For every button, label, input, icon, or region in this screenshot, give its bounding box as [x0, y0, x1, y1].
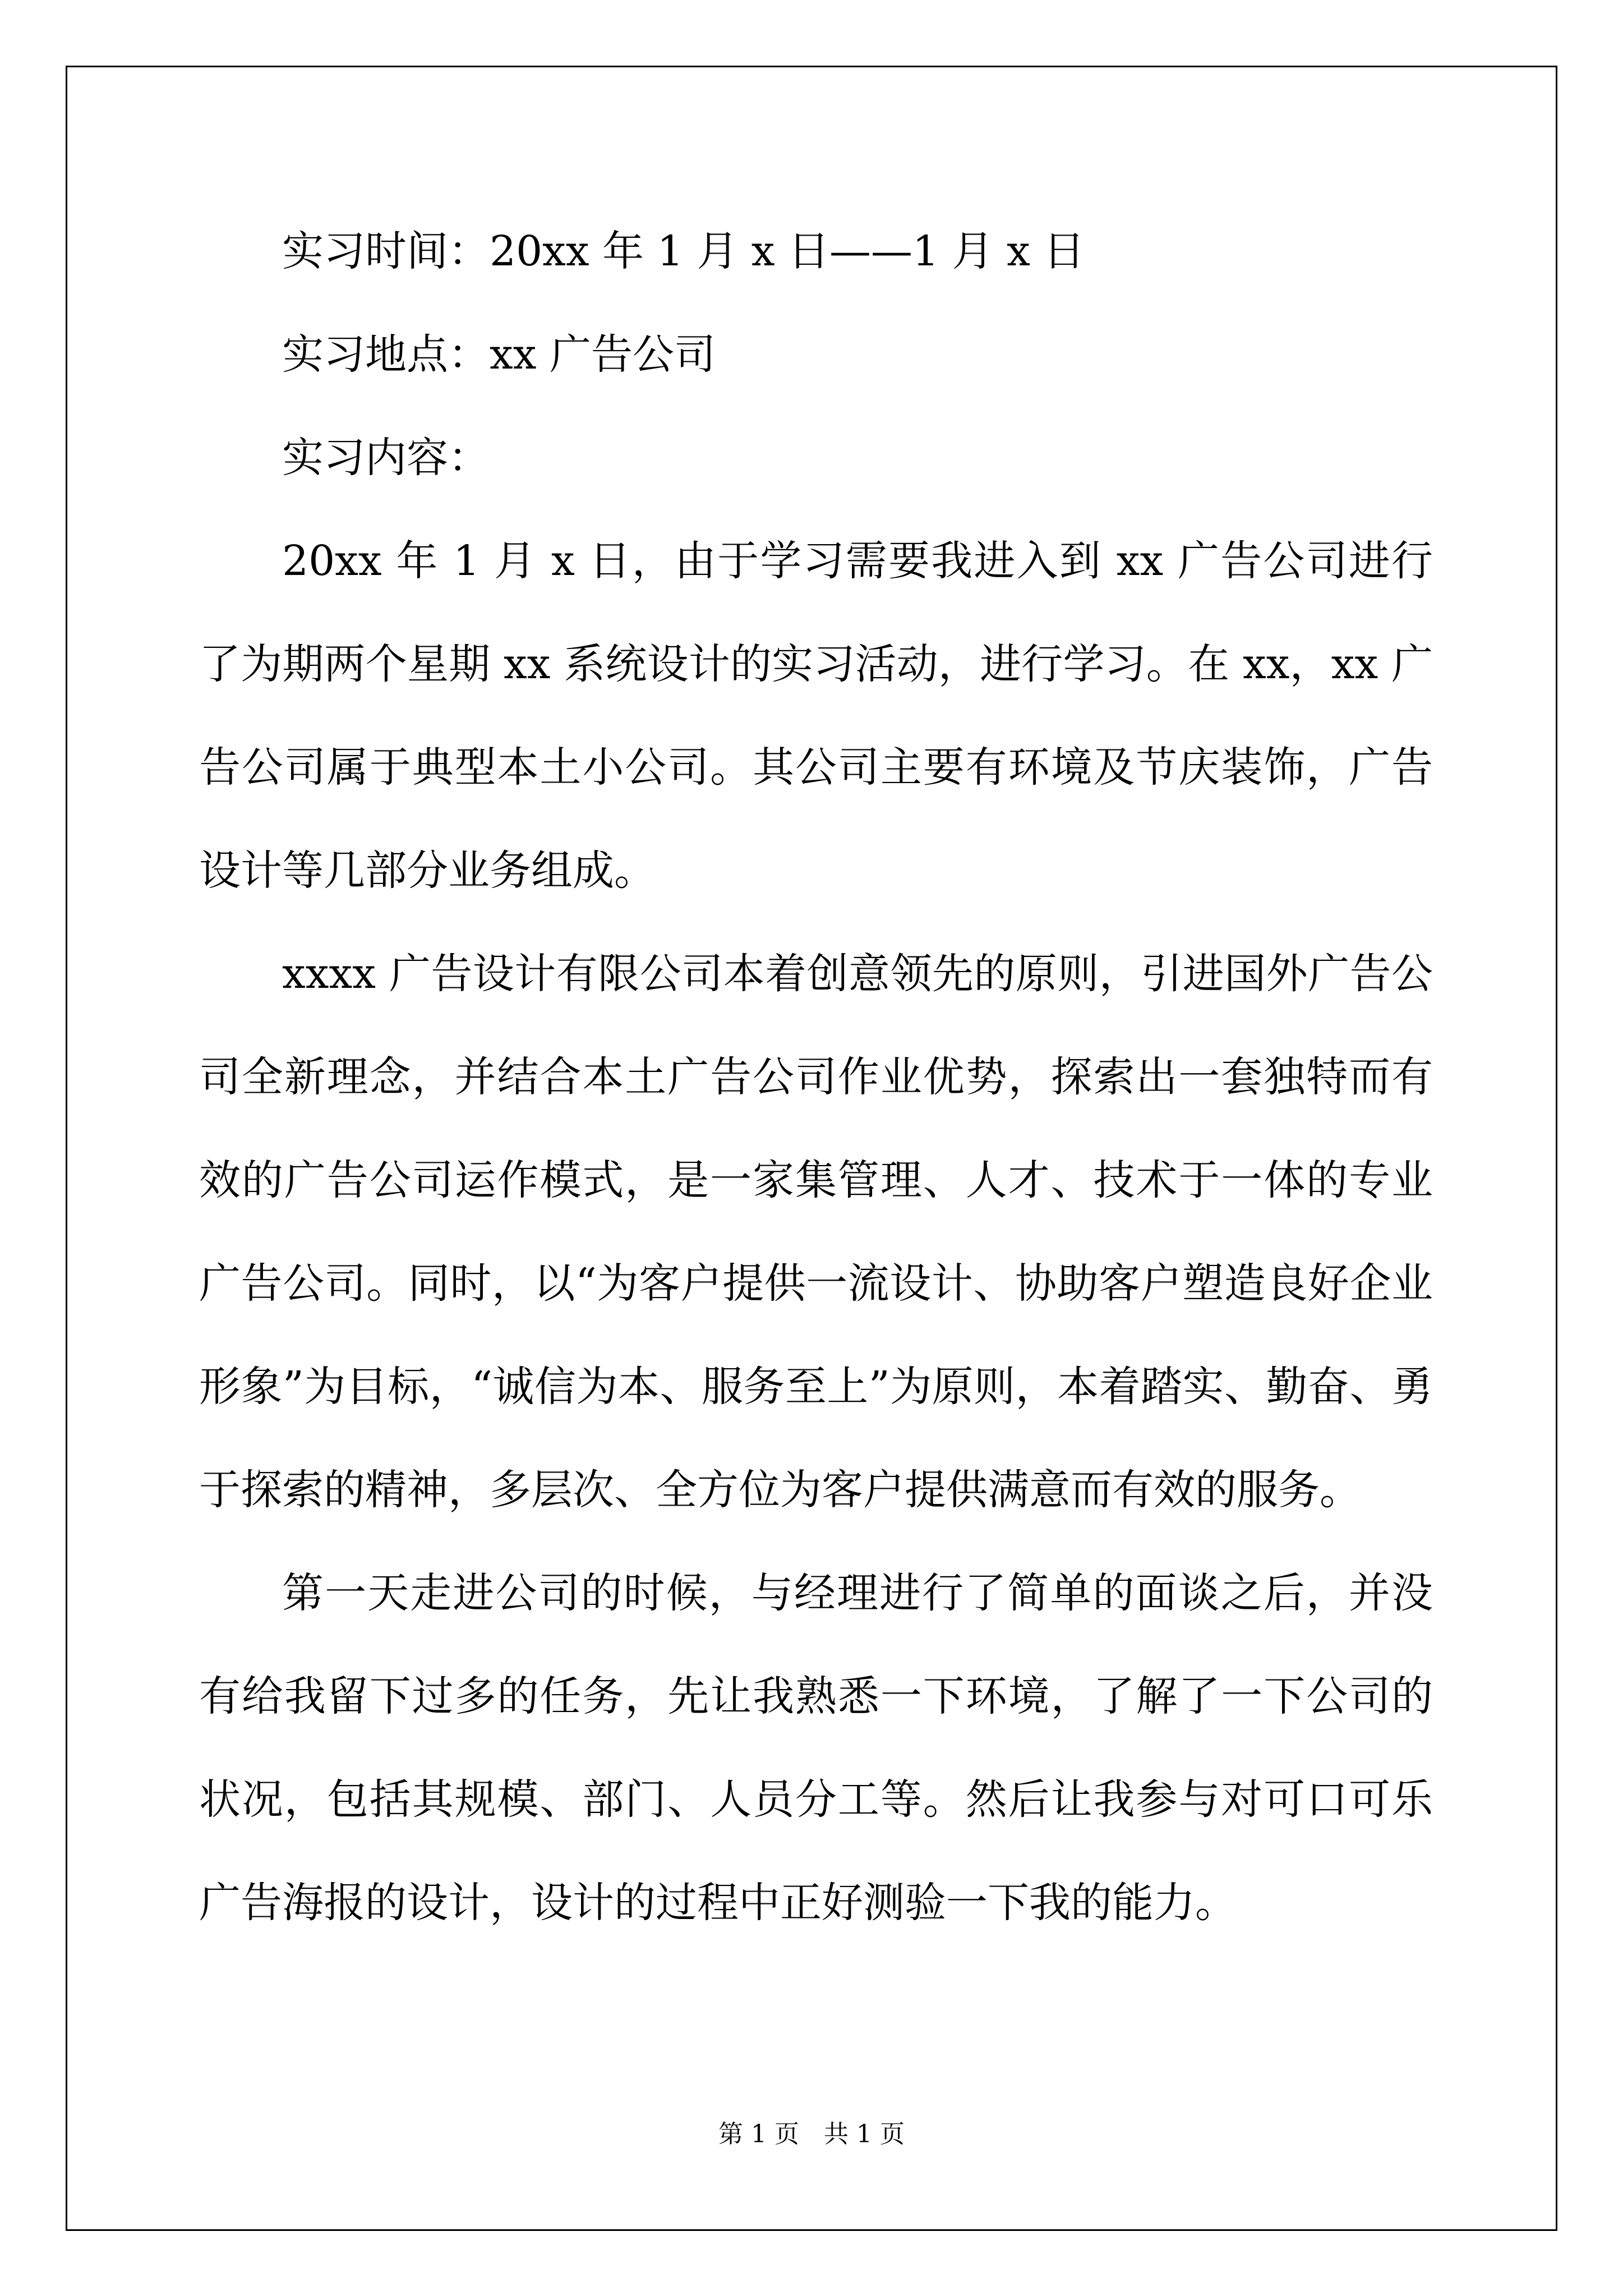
internship-content-heading: 实习内容： [282, 434, 490, 482]
body-paragraph: 第一天走进公司的时候，与经理进行了简单的面谈之后，并没有给我留下过多的任务，先让我熟悉一下环境，了解了一下公司的状况，包括其规模、部门、人员分工等。然后让我参与对可口可乐广告海报的设计，设计的过程中正好测验一下我的能力。 [199, 1569, 1433, 1927]
body-paragraph: xxxx 广告设计有限公司本着创意领先的原则，引进国外广告公司全新理念，并结合本土广告公司作业优势，探索出一套独特而有效的广告公司运作模式，是一家集管理、人才、技术于一体的专业广告公司。同时，以“为客户提供一流设计、协助客户塑造良好企业形象”为目标，“诚信为本、服务至上”为原则，本着踏实、勤奋、勇于探索的精神，多层次、全方位为客户提供满意而有效的服务。 [199, 950, 1433, 1514]
document-body [199, 200, 1433, 1954]
page-total: 共 1 页 [824, 2120, 905, 2148]
page-footer [0, 2118, 1623, 2151]
internship-time-line: 实习时间：20xx 年 1 月 x 日——1 月 x 日 [282, 227, 1085, 275]
page-number: 第 1 页 [718, 2120, 799, 2148]
body-paragraph: 20xx 年 1 月 x 日，由于学习需要我进入到 xx 广告公司进行了为期两个星期 xx 系统设计的实习活动，进行学习。在 xx，xx 广告公司属于典型本土小公司。其公司主要有环境及节庆装饰，广告设计等几部分业务组成。 [199, 537, 1433, 895]
internship-location-line: 实习地点：xx 广告公司 [282, 330, 716, 379]
